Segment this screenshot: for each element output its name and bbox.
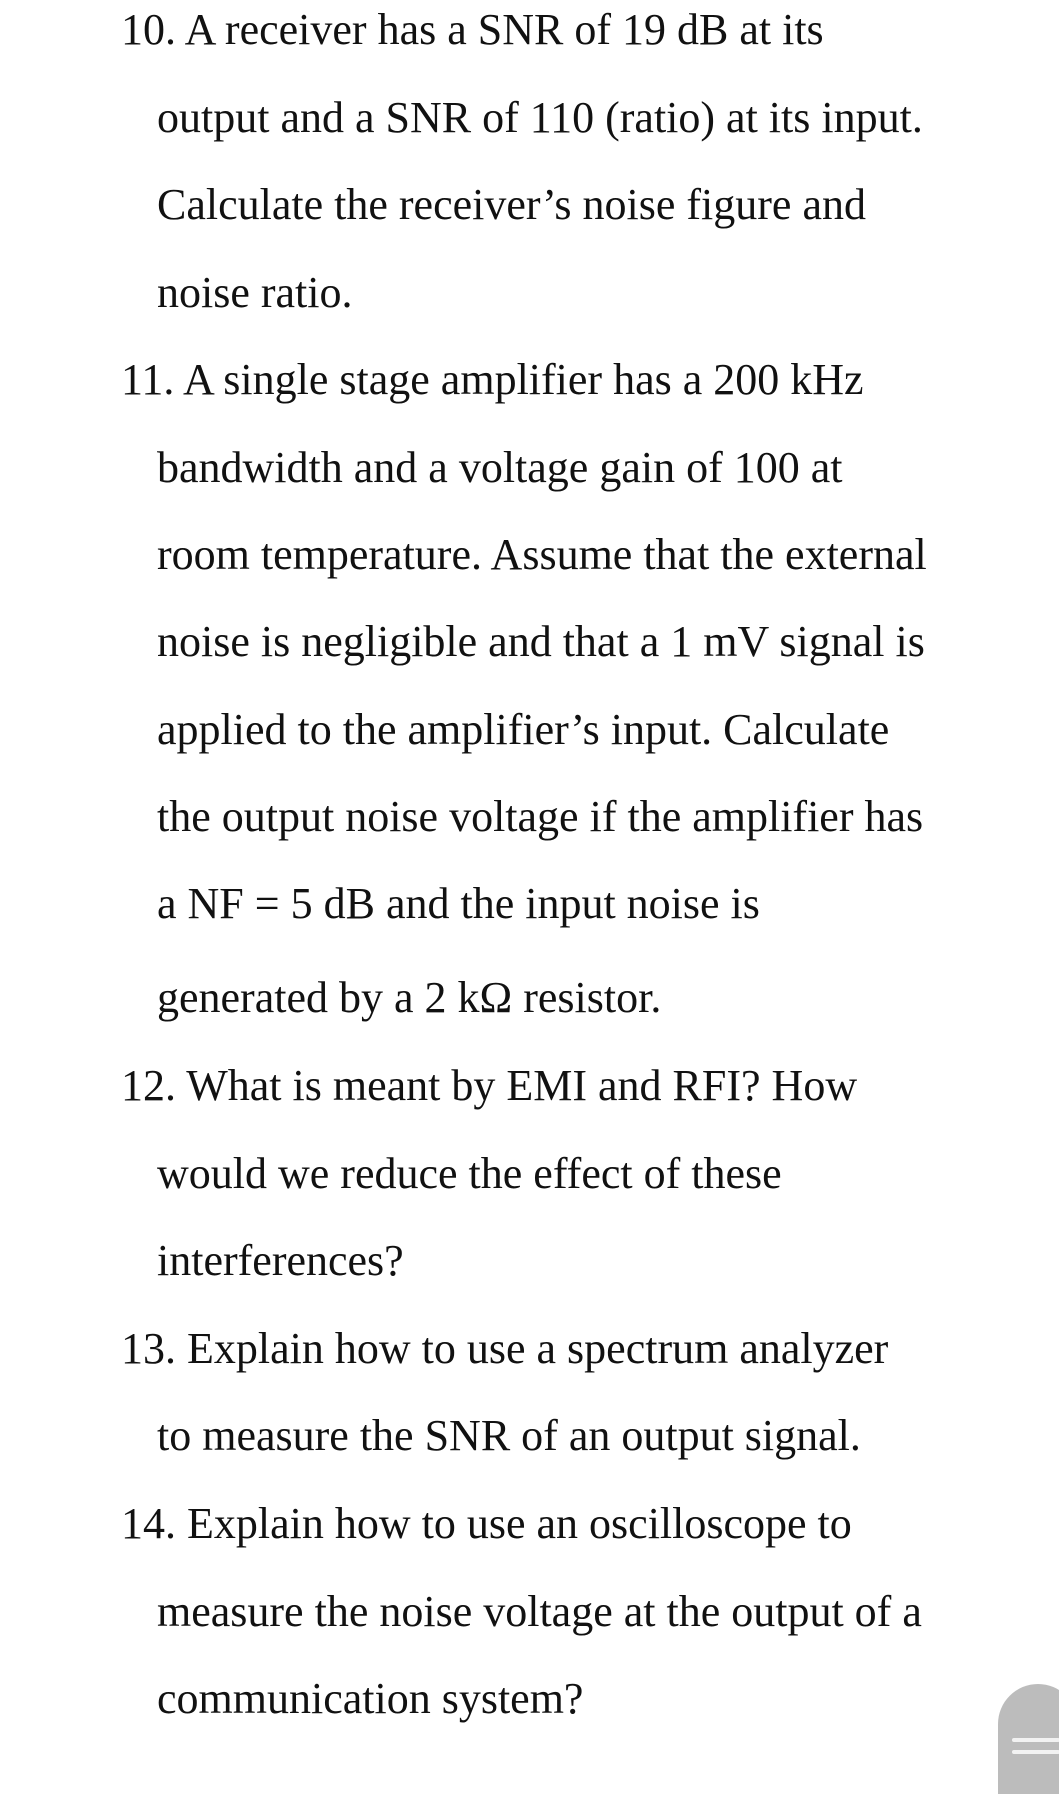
question-12-line-3: interferences? xyxy=(157,1236,404,1285)
question-11-line-4: noise is negligible and that a 1 mV signal is xyxy=(157,617,925,666)
question-11-line-6: the output noise voltage if the amplifier has xyxy=(157,792,924,841)
question-10-line-2: output and a SNR of 110 (ratio) at its input. xyxy=(157,93,923,142)
question-14-line-1 xyxy=(121,1499,852,1548)
drag-handle-icon[interactable] xyxy=(998,1684,1059,1794)
question-13-text: Explain how to use a spectrum analyzer xyxy=(187,1324,889,1373)
question-13-line-1 xyxy=(121,1324,889,1373)
question-11-line-7: a NF = 5 dB and the input noise is xyxy=(157,879,760,928)
grip-line xyxy=(1012,1738,1059,1742)
question-12-line-1 xyxy=(121,1061,858,1110)
question-14-line-3: communication system? xyxy=(157,1674,584,1723)
question-12-text: What is meant by EMI and RFI? How xyxy=(186,1061,858,1110)
question-11-line-1 xyxy=(121,355,864,404)
question-11-number: 11. xyxy=(121,355,175,404)
question-11-line-2: bandwidth and a voltage gain of 100 at xyxy=(157,443,843,492)
question-10-line-1 xyxy=(121,5,824,54)
grip-line xyxy=(1012,1750,1059,1754)
question-10-line-3: Calculate the receiver’s noise figure and xyxy=(157,180,866,229)
question-10-number: 10. xyxy=(121,5,176,54)
question-10-text: A receiver has a SNR of 19 dB at its xyxy=(184,5,824,54)
question-14-text: Explain how to use an oscilloscope to xyxy=(187,1499,852,1548)
question-13-line-2: to measure the SNR of an output signal. xyxy=(157,1411,861,1460)
question-11-line-3: room temperature. Assume that the external xyxy=(157,530,927,579)
question-14-line-2: measure the noise voltage at the output of a xyxy=(157,1587,922,1636)
question-12-line-2: would we reduce the effect of these xyxy=(157,1149,782,1198)
question-14-number: 14. xyxy=(121,1499,176,1548)
question-13-number: 13. xyxy=(121,1324,176,1373)
question-11-text: A single stage amplifier has a 200 kHz xyxy=(182,355,864,404)
question-12-number: 12. xyxy=(121,1061,176,1110)
question-11-line-5: applied to the amplifier’s input. Calculate xyxy=(157,705,890,754)
question-10-line-4: noise ratio. xyxy=(157,268,353,317)
question-11-line-8: generated by a 2 kΩ resistor. xyxy=(157,973,662,1022)
